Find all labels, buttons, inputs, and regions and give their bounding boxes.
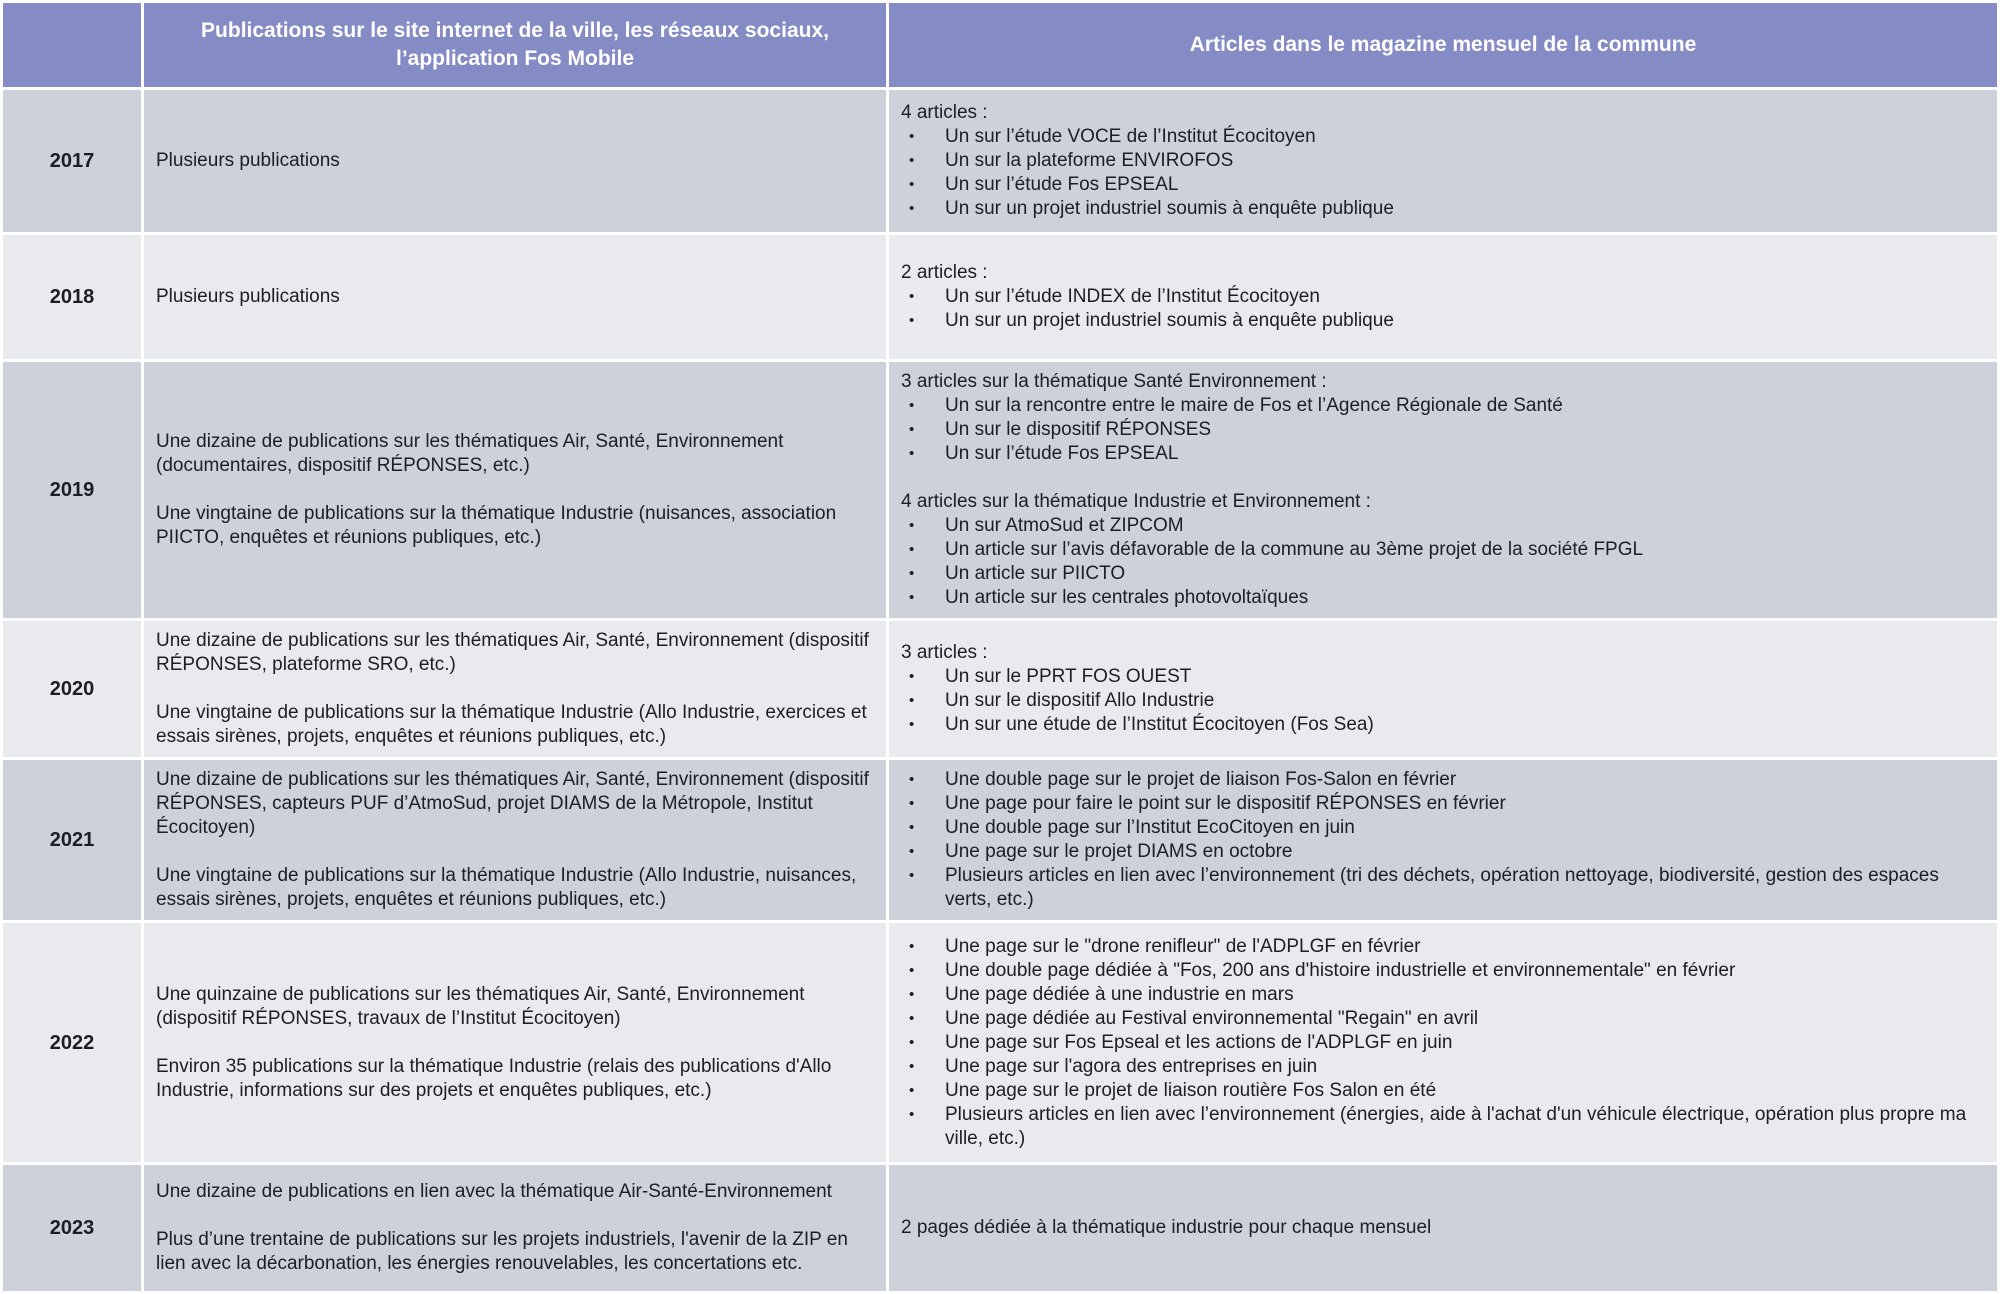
table-row [3, 923, 1997, 1162]
articles-cell [889, 1165, 1997, 1291]
publications-cell [144, 923, 886, 1162]
articles-intro-line: 2 articles : [901, 262, 988, 283]
bullet-text: Un sur un projet industriel soumis à enquête publique [945, 198, 1394, 219]
bullet-text: Un article sur l’avis défavorable de la commune au 3ème projet de la société FPGL [945, 539, 1644, 560]
table-body [3, 90, 1997, 1291]
bullet-item [901, 713, 1985, 737]
articles-intro-line: 4 articles : [901, 102, 988, 123]
publication-paragraph: Plusieurs publications [156, 150, 340, 171]
table-row [3, 90, 1997, 232]
bullet-text: Plusieurs articles en lien avec l’environnement (énergies, aide à l'achat d'un véhicule électrique, opération plus propre ma ville, etc.) [945, 1103, 1967, 1149]
publication-paragraph: Environ 35 publications sur la thématique Industrie (relais des publications d'Allo Industrie, informations sur des projets et enquêtes publiques, etc.) [156, 1055, 832, 1101]
bullet-item [901, 514, 1985, 538]
articles-intro-line: 4 articles sur la thématique Industrie et Environnement : [901, 491, 1371, 512]
bullet-item [901, 959, 1985, 983]
publications-cell [144, 1165, 886, 1291]
publication-paragraph: Plus d’une trentaine de publications sur les projets industriels, l'avenir de la ZIP en lien avec la décarbonation, les énergies renouvelables, les concertations etc. [156, 1229, 848, 1274]
bullet-item [901, 1007, 1985, 1031]
bullet-item [901, 864, 1985, 912]
bullet-item [901, 935, 1985, 959]
bullet-text: Une page pour faire le point sur le dispositif RÉPONSES en février [945, 793, 1506, 814]
bullet-text: Une page sur le "drone renifleur" de l'ADPLGF en février [945, 935, 1421, 957]
table-row [3, 760, 1997, 920]
bullet-text: Un sur un projet industriel soumis à enquête publique [945, 310, 1394, 331]
publication-paragraph: Une vingtaine de publications sur la thématique Industrie (Allo Industrie, nuisances, essais sirènes, projets, enquêtes et réunions publiques, etc.) [156, 865, 857, 910]
articles-cell [889, 923, 1997, 1162]
bullet-item [901, 1055, 1985, 1079]
bullet-icon: • [909, 589, 915, 606]
bullet-icon: • [909, 961, 915, 979]
bullet-icon: • [909, 1033, 915, 1051]
bullet-icon: • [909, 716, 915, 733]
bullet-item [901, 149, 1985, 173]
year-cell: 2022 [3, 923, 141, 1162]
publication-paragraph: Une dizaine de publications sur les thématiques Air, Santé, Environnement (documentaires, dispositif RÉPONSES, etc.) [156, 431, 784, 476]
bullet-item [901, 173, 1985, 197]
bullet-icon: • [909, 312, 915, 329]
bullet-item [901, 562, 1985, 586]
publications-cell [144, 760, 886, 920]
bullet-item [901, 418, 1985, 442]
bullet-text: Une page dédiée à une industrie en mars [945, 983, 1294, 1005]
header-publications-cell: Publications sur le site internet de la ville, les réseaux sociaux, l’application Fos Mobile [144, 3, 886, 87]
header-year-cell [3, 3, 141, 87]
bullet-icon: • [909, 985, 915, 1003]
year-cell: 2019 [3, 362, 141, 618]
year-cell: 2021 [3, 760, 141, 920]
table-row [3, 362, 1997, 618]
articles-intro-line: 3 articles sur la thématique Santé Environnement : [901, 371, 1327, 392]
bullet-item [901, 586, 1985, 610]
bullet-icon: • [909, 541, 915, 558]
articles-cell [889, 90, 1997, 232]
bullet-text: Un sur AtmoSud et ZIPCOM [945, 515, 1184, 536]
bullet-item [901, 816, 1985, 840]
header-articles-cell: Articles dans le magazine mensuel de la commune [889, 3, 1997, 87]
publication-paragraph: Une dizaine de publications sur les thématiques Air, Santé, Environnement (dispositif RÉPONSES, capteurs PUF d’AtmoSud, projet DIAMS de la Métropole, Institut Écocitoyen) [156, 769, 869, 838]
bullet-text: Un sur l’étude VOCE de l’Institut Écocitoyen [945, 126, 1316, 147]
bullet-icon: • [909, 692, 915, 709]
bullet-text: Un article sur les centrales photovoltaïques [945, 587, 1309, 608]
bullet-icon: • [909, 1105, 915, 1123]
bullet-icon: • [909, 176, 915, 193]
bullet-text: Une page dédiée au Festival environnemental "Regain" en avril [945, 1007, 1479, 1029]
bullet-text: Une page sur le projet de liaison routière Fos Salon en été [945, 1079, 1437, 1101]
articles-cell [889, 362, 1997, 618]
bullet-text: Un sur le dispositif RÉPONSES [945, 419, 1212, 440]
bullet-text: Une double page sur l’Institut EcoCitoyen en juin [945, 817, 1355, 838]
bullet-icon: • [909, 1057, 915, 1075]
bullet-item [901, 983, 1985, 1007]
bullet-text: Une page sur Fos Epseal et les actions de l'ADPLGF en juin [945, 1031, 1453, 1053]
bullet-item [901, 197, 1985, 221]
articles-cell [889, 621, 1997, 757]
bullet-icon: • [909, 668, 915, 685]
bullet-icon: • [909, 867, 915, 884]
publication-paragraph: Une quinzaine de publications sur les thématiques Air, Santé, Environnement (dispositif RÉPONSES, travaux de l’Institut Écocitoyen) [156, 983, 805, 1029]
bullet-icon: • [909, 843, 915, 860]
bullet-text: Un sur l’étude Fos EPSEAL [945, 443, 1179, 464]
bullet-text: Une page sur l'agora des entreprises en juin [945, 1055, 1318, 1077]
publication-paragraph: Plusieurs publications [156, 286, 340, 307]
bullet-text: Un sur le dispositif Allo Industrie [945, 690, 1215, 711]
bullet-icon: • [909, 421, 915, 438]
bullet-text: Une page sur le projet DIAMS en octobre [945, 841, 1293, 862]
articles-intro-line: 3 articles : [901, 642, 988, 663]
bullet-item [901, 1079, 1985, 1103]
bullet-text: Un sur la plateforme ENVIROFOS [945, 150, 1234, 171]
publication-paragraph: Une dizaine de publications en lien avec la thématique Air-Santé-Environnement [156, 1181, 832, 1202]
bullet-item [901, 538, 1985, 562]
bullet-icon: • [909, 128, 915, 145]
table-row [3, 1165, 1997, 1291]
bullet-icon: • [909, 517, 915, 534]
bullet-text: Un sur une étude de l’Institut Écocitoyen (Fos Sea) [945, 714, 1374, 735]
publication-paragraph: Une vingtaine de publications sur la thématique Industrie (Allo Industrie, exercices et essais sirènes, projets, enquêtes et réunions publiques, etc.) [156, 702, 867, 747]
header-row [3, 3, 1997, 87]
bullet-icon: • [909, 819, 915, 836]
bullet-text: Un article sur PIICTO [945, 563, 1126, 584]
publications-cell [144, 621, 886, 757]
bullet-icon: • [909, 152, 915, 169]
bullet-icon: • [909, 397, 915, 414]
bullet-icon: • [909, 288, 915, 305]
articles-cell [889, 235, 1997, 359]
publications-cell [144, 235, 886, 359]
year-cell: 2017 [3, 90, 141, 232]
table-row [3, 621, 1997, 757]
bullet-icon: • [909, 795, 915, 812]
bullet-item [901, 768, 1985, 792]
bullet-item [901, 442, 1985, 466]
bullet-item [901, 125, 1985, 149]
bullet-icon: • [909, 445, 915, 462]
publications-cell [144, 362, 886, 618]
bullet-item [901, 285, 1985, 309]
bullet-text: Un sur l’étude Fos EPSEAL [945, 174, 1179, 195]
articles-cell [889, 760, 1997, 920]
articles-intro-line: 2 pages dédiée à la thématique industrie pour chaque mensuel [901, 1217, 1432, 1238]
publications-cell [144, 90, 886, 232]
bullet-text: Plusieurs articles en lien avec l’environnement (tri des déchets, opération nettoyage, biodiversité, gestion des espaces verts, etc.) [945, 865, 1939, 910]
bullet-text: Un sur le PPRT FOS OUEST [945, 666, 1192, 687]
bullet-item [901, 792, 1985, 816]
bullet-icon: • [909, 1009, 915, 1027]
publication-paragraph: Une dizaine de publications sur les thématiques Air, Santé, Environnement (dispositif RÉPONSES, plateforme SRO, etc.) [156, 630, 869, 675]
bullet-item [901, 665, 1985, 689]
bullet-icon: • [909, 200, 915, 217]
table-header [3, 3, 1997, 87]
year-cell: 2020 [3, 621, 141, 757]
bullet-item [901, 840, 1985, 864]
bullet-item [901, 1031, 1985, 1055]
bullet-icon: • [909, 771, 915, 788]
bullet-text: Un sur la rencontre entre le maire de Fos et l’Agence Régionale de Santé [945, 395, 1563, 416]
bullet-item [901, 309, 1985, 333]
bullet-text: Une double page dédiée à "Fos, 200 ans d'histoire industrielle et environnementale" en février [945, 959, 1736, 981]
bullet-item [901, 689, 1985, 713]
year-cell: 2023 [3, 1165, 141, 1291]
bullet-item [901, 1103, 1985, 1151]
section-spacer [901, 466, 1985, 490]
publication-paragraph: Une vingtaine de publications sur la thématique Industrie (nuisances, association PIICTO, enquêtes et réunions publiques, etc.) [156, 503, 837, 548]
table-row [3, 235, 1997, 359]
bullet-icon: • [909, 565, 915, 582]
bullet-icon: • [909, 1081, 915, 1099]
bullet-icon: • [909, 937, 915, 955]
year-cell: 2018 [3, 235, 141, 359]
bullet-item [901, 394, 1985, 418]
bullet-text: Un sur l’étude INDEX de l’Institut Écocitoyen [945, 286, 1320, 307]
bullet-text: Une double page sur le projet de liaison Fos-Salon en février [945, 769, 1457, 790]
